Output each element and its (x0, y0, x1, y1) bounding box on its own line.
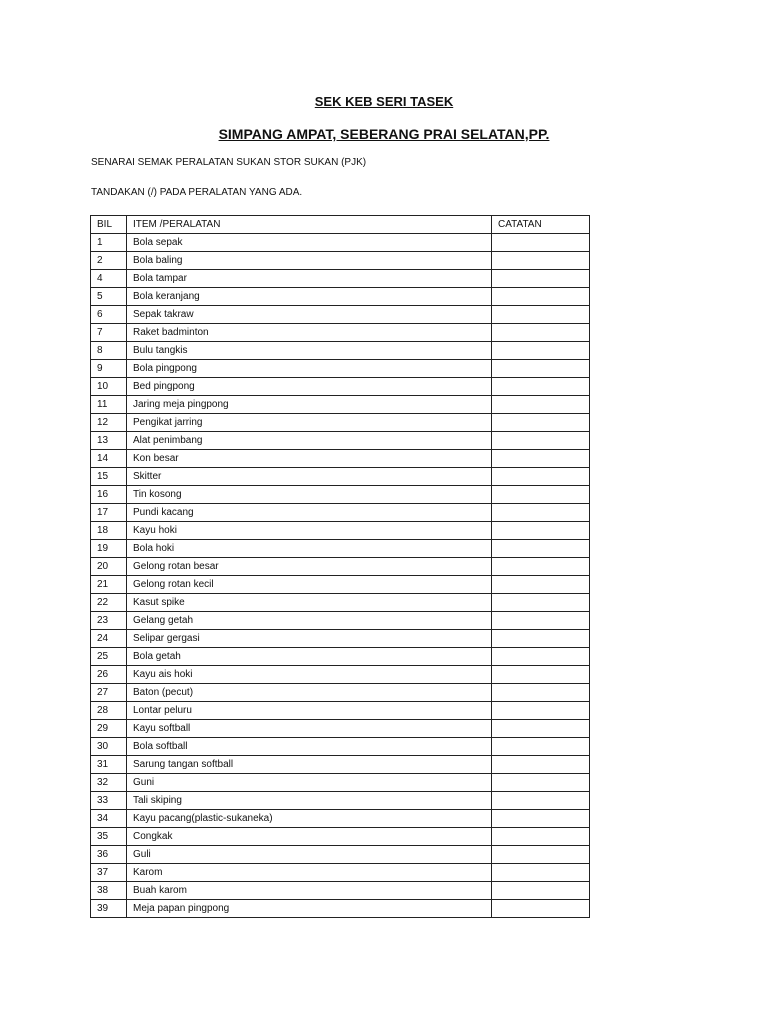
cell-item: Sarung tangan softball (127, 756, 492, 774)
cell-item: Pengikat jarring (127, 414, 492, 432)
cell-catatan[interactable] (492, 432, 590, 450)
cell-bil: 30 (91, 738, 127, 756)
cell-catatan[interactable] (492, 792, 590, 810)
table-row (91, 288, 590, 306)
cell-catatan[interactable] (492, 846, 590, 864)
cell-catatan[interactable] (492, 396, 590, 414)
cell-bil: 12 (91, 414, 127, 432)
equipment-checklist-table (90, 215, 590, 918)
cell-bil: 13 (91, 432, 127, 450)
cell-catatan[interactable] (492, 612, 590, 630)
cell-item: Tali skiping (127, 792, 492, 810)
table-row (91, 882, 590, 900)
cell-catatan[interactable] (492, 504, 590, 522)
cell-bil: 2 (91, 252, 127, 270)
table-row (91, 252, 590, 270)
table-row (91, 594, 590, 612)
cell-item: Bola baling (127, 252, 492, 270)
cell-catatan[interactable] (492, 882, 590, 900)
cell-catatan[interactable] (492, 450, 590, 468)
cell-bil: 24 (91, 630, 127, 648)
cell-item: Baton (pecut) (127, 684, 492, 702)
cell-catatan[interactable] (492, 774, 590, 792)
cell-catatan[interactable] (492, 324, 590, 342)
table-row (91, 612, 590, 630)
cell-item: Kayu hoki (127, 522, 492, 540)
cell-item: Alat penimbang (127, 432, 492, 450)
table-header-row (91, 216, 590, 234)
cell-bil: 19 (91, 540, 127, 558)
cell-bil: 18 (91, 522, 127, 540)
table-row (91, 468, 590, 486)
cell-catatan[interactable] (492, 666, 590, 684)
cell-catatan[interactable] (492, 540, 590, 558)
cell-bil: 4 (91, 270, 127, 288)
cell-catatan[interactable] (492, 900, 590, 918)
cell-catatan[interactable] (492, 684, 590, 702)
header-catatan: CATATAN (492, 216, 590, 234)
cell-item: Kasut spike (127, 594, 492, 612)
cell-item: Congkak (127, 828, 492, 846)
cell-bil: 25 (91, 648, 127, 666)
cell-item: Bola sepak (127, 234, 492, 252)
cell-item: Gelang getah (127, 612, 492, 630)
table-row (91, 558, 590, 576)
table-row (91, 432, 590, 450)
cell-catatan[interactable] (492, 864, 590, 882)
cell-catatan[interactable] (492, 648, 590, 666)
cell-catatan[interactable] (492, 414, 590, 432)
cell-item: Buah karom (127, 882, 492, 900)
cell-catatan[interactable] (492, 252, 590, 270)
cell-bil: 36 (91, 846, 127, 864)
cell-item: Bulu tangkis (127, 342, 492, 360)
table-row (91, 702, 590, 720)
cell-item: Guli (127, 846, 492, 864)
table-row (91, 828, 590, 846)
table-row (91, 396, 590, 414)
cell-catatan[interactable] (492, 828, 590, 846)
cell-catatan[interactable] (492, 522, 590, 540)
cell-catatan[interactable] (492, 576, 590, 594)
cell-bil: 6 (91, 306, 127, 324)
cell-bil: 34 (91, 810, 127, 828)
header-bil: BIL (91, 216, 127, 234)
instruction-text: TANDAKAN (/) PADA PERALATAN YANG ADA. (91, 187, 303, 198)
cell-bil: 39 (91, 900, 127, 918)
cell-bil: 21 (91, 576, 127, 594)
cell-item: Bola pingpong (127, 360, 492, 378)
cell-item: Skitter (127, 468, 492, 486)
table-row (91, 450, 590, 468)
cell-bil: 31 (91, 756, 127, 774)
cell-catatan[interactable] (492, 306, 590, 324)
table-row (91, 414, 590, 432)
table-row (91, 648, 590, 666)
cell-item: Bed pingpong (127, 378, 492, 396)
table-row (91, 756, 590, 774)
cell-item: Kon besar (127, 450, 492, 468)
cell-item: Raket badminton (127, 324, 492, 342)
table-row (91, 486, 590, 504)
cell-catatan[interactable] (492, 342, 590, 360)
cell-bil: 9 (91, 360, 127, 378)
cell-item: Kayu pacang(plastic-sukaneka) (127, 810, 492, 828)
cell-bil: 11 (91, 396, 127, 414)
cell-item: Kayu ais hoki (127, 666, 492, 684)
cell-item: Kayu softball (127, 720, 492, 738)
table-row (91, 738, 590, 756)
cell-catatan[interactable] (492, 486, 590, 504)
cell-catatan[interactable] (492, 468, 590, 486)
table-row (91, 720, 590, 738)
cell-item: Karom (127, 864, 492, 882)
cell-bil: 27 (91, 684, 127, 702)
cell-catatan[interactable] (492, 270, 590, 288)
table-row (91, 576, 590, 594)
table-row (91, 342, 590, 360)
table-row (91, 306, 590, 324)
table-row (91, 810, 590, 828)
cell-bil: 8 (91, 342, 127, 360)
cell-bil: 20 (91, 558, 127, 576)
cell-item: Sepak takraw (127, 306, 492, 324)
cell-bil: 5 (91, 288, 127, 306)
table-row (91, 324, 590, 342)
cell-bil: 37 (91, 864, 127, 882)
cell-bil: 17 (91, 504, 127, 522)
cell-bil: 33 (91, 792, 127, 810)
table-row (91, 360, 590, 378)
cell-item: Jaring meja pingpong (127, 396, 492, 414)
school-address: SIMPANG AMPAT, SEBERANG PRAI SELATAN,PP. (218, 126, 550, 142)
table-row (91, 774, 590, 792)
cell-bil: 28 (91, 702, 127, 720)
cell-bil: 35 (91, 828, 127, 846)
cell-catatan[interactable] (492, 720, 590, 738)
cell-bil: 22 (91, 594, 127, 612)
cell-bil: 7 (91, 324, 127, 342)
cell-item: Bola hoki (127, 540, 492, 558)
table-row (91, 270, 590, 288)
cell-item: Pundi kacang (127, 504, 492, 522)
table-row (91, 846, 590, 864)
cell-bil: 23 (91, 612, 127, 630)
cell-item: Selipar gergasi (127, 630, 492, 648)
cell-bil: 1 (91, 234, 127, 252)
cell-item: Bola tampar (127, 270, 492, 288)
school-name: SEK KEB SERI TASEK (314, 94, 454, 109)
cell-catatan[interactable] (492, 702, 590, 720)
cell-catatan[interactable] (492, 756, 590, 774)
cell-catatan[interactable] (492, 288, 590, 306)
cell-catatan[interactable] (492, 378, 590, 396)
table-row (91, 378, 590, 396)
table-row (91, 666, 590, 684)
cell-catatan[interactable] (492, 234, 590, 252)
table-row (91, 630, 590, 648)
cell-bil: 15 (91, 468, 127, 486)
cell-catatan[interactable] (492, 810, 590, 828)
cell-item: Gelong rotan besar (127, 558, 492, 576)
cell-item: Guni (127, 774, 492, 792)
table-row (91, 684, 590, 702)
cell-catatan[interactable] (492, 630, 590, 648)
table-row (91, 522, 590, 540)
table-row (91, 864, 590, 882)
cell-bil: 14 (91, 450, 127, 468)
cell-bil: 32 (91, 774, 127, 792)
document-subtitle: SENARAI SEMAK PERALATAN SUKAN STOR SUKAN (PJK) (91, 157, 367, 168)
cell-bil: 26 (91, 666, 127, 684)
cell-catatan[interactable] (492, 558, 590, 576)
cell-item: Bola softball (127, 738, 492, 756)
cell-item: Bola getah (127, 648, 492, 666)
cell-item: Lontar peluru (127, 702, 492, 720)
table-row (91, 792, 590, 810)
table-row (91, 504, 590, 522)
cell-bil: 38 (91, 882, 127, 900)
cell-bil: 16 (91, 486, 127, 504)
cell-catatan[interactable] (492, 594, 590, 612)
cell-item: Tin kosong (127, 486, 492, 504)
cell-bil: 29 (91, 720, 127, 738)
table-row (91, 540, 590, 558)
table-row (91, 900, 590, 918)
cell-catatan[interactable] (492, 738, 590, 756)
cell-bil: 10 (91, 378, 127, 396)
header-item: ITEM /PERALATAN (127, 216, 492, 234)
cell-item: Bola keranjang (127, 288, 492, 306)
table-row (91, 234, 590, 252)
cell-item: Meja papan pingpong (127, 900, 492, 918)
cell-item: Gelong rotan kecil (127, 576, 492, 594)
cell-catatan[interactable] (492, 360, 590, 378)
